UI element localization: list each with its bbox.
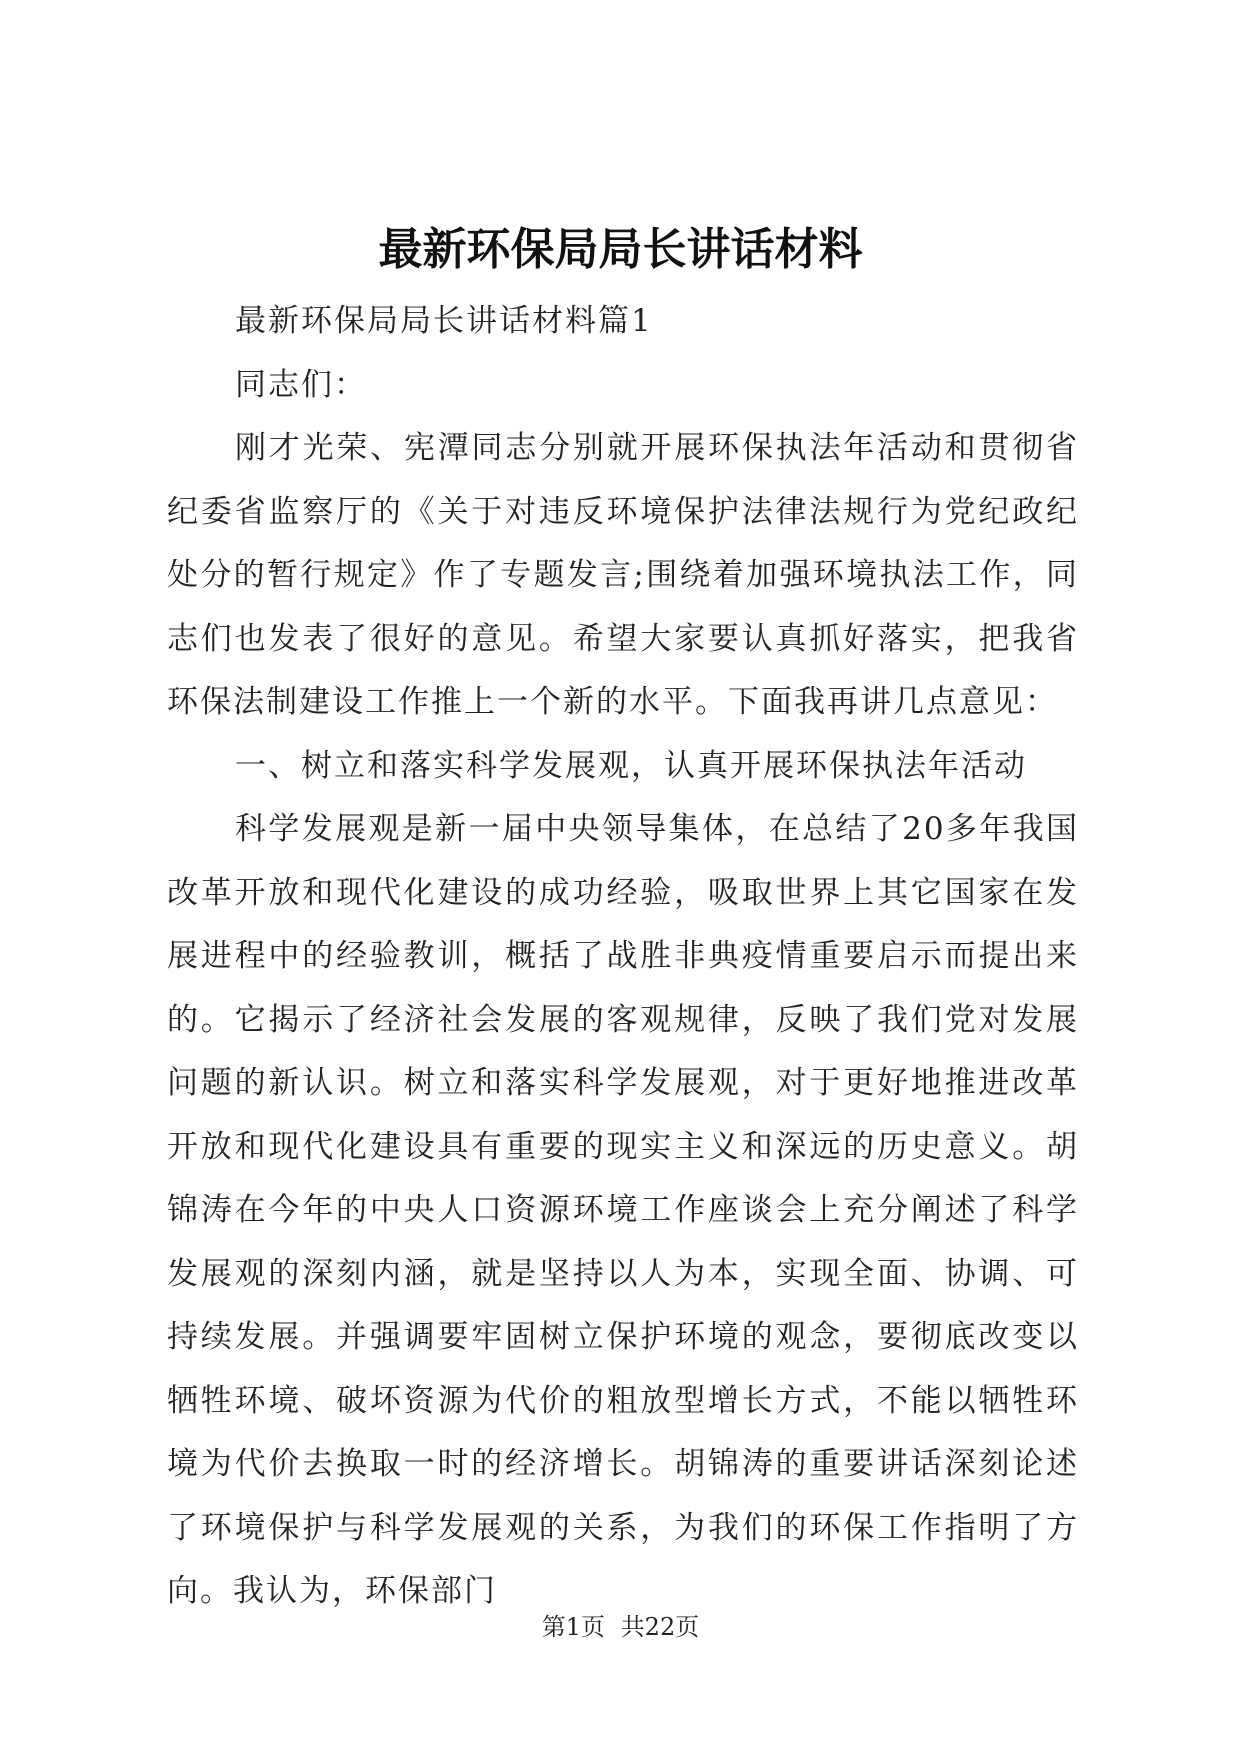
paragraph: 刚才光荣、宪潭同志分别就开展环保执法年活动和贯彻省纪委省监察厅的《关于对违反环境保护法律法规行为党纪政纪处分的暂行规定》作了专题发言;围绕着加强环境执法工作，同志们也发表了很好的意见。希望大家要认真抓好落实，把我省环保法制建设工作推上一个新的水平。下面我再讲几点意见： xyxy=(167,430,1079,720)
page-number: 第1页 xyxy=(541,1613,606,1641)
section-heading: 最新环保局局长讲话材料篇1 xyxy=(235,303,653,339)
document-title: 最新环保局局长讲话材料 xyxy=(378,224,863,275)
document-body xyxy=(167,290,1079,1624)
subheading: 一、树立和落实科学发展观，认真开展环保执法年活动 xyxy=(235,747,1027,784)
page-footer xyxy=(0,1612,1241,1642)
paragraph: 科学发展观是新一届中央领导集体，在总结了20多年我国改革开放和现代化建设的成功经验，吸取世界上其它国家在发展进程中的经验教训，概括了战胜非典疫情重要启示而提出来的。它揭示了经济社会发展的客观规律，反映了我们党对发展问题的新认识。树立和落实科学发展观，对于更好地推进改革开放和现代化建设具有重要的现实主义和深远的历史意义。胡锦涛在今年的中央人口资源环境工作座谈会上充分阐述了科学发展观的深刻内涵，就是坚持以人为本，实现全面、协调、可持续发展。并强调要牢固树立保护环境的观念，要彻底改变以牺牲环境、破坏资源为代价的粗放型增长方式，不能以牺牲环境为代价去换取一时的经济增长。胡锦涛的重要讲话深刻论述了环境保护与科学发展观的关系，为我们的环保工作指明了方向。我认为，环保部门 xyxy=(167,811,1079,1609)
page-total: 共22页 xyxy=(620,1613,700,1641)
salutation: 同志们： xyxy=(235,366,367,403)
